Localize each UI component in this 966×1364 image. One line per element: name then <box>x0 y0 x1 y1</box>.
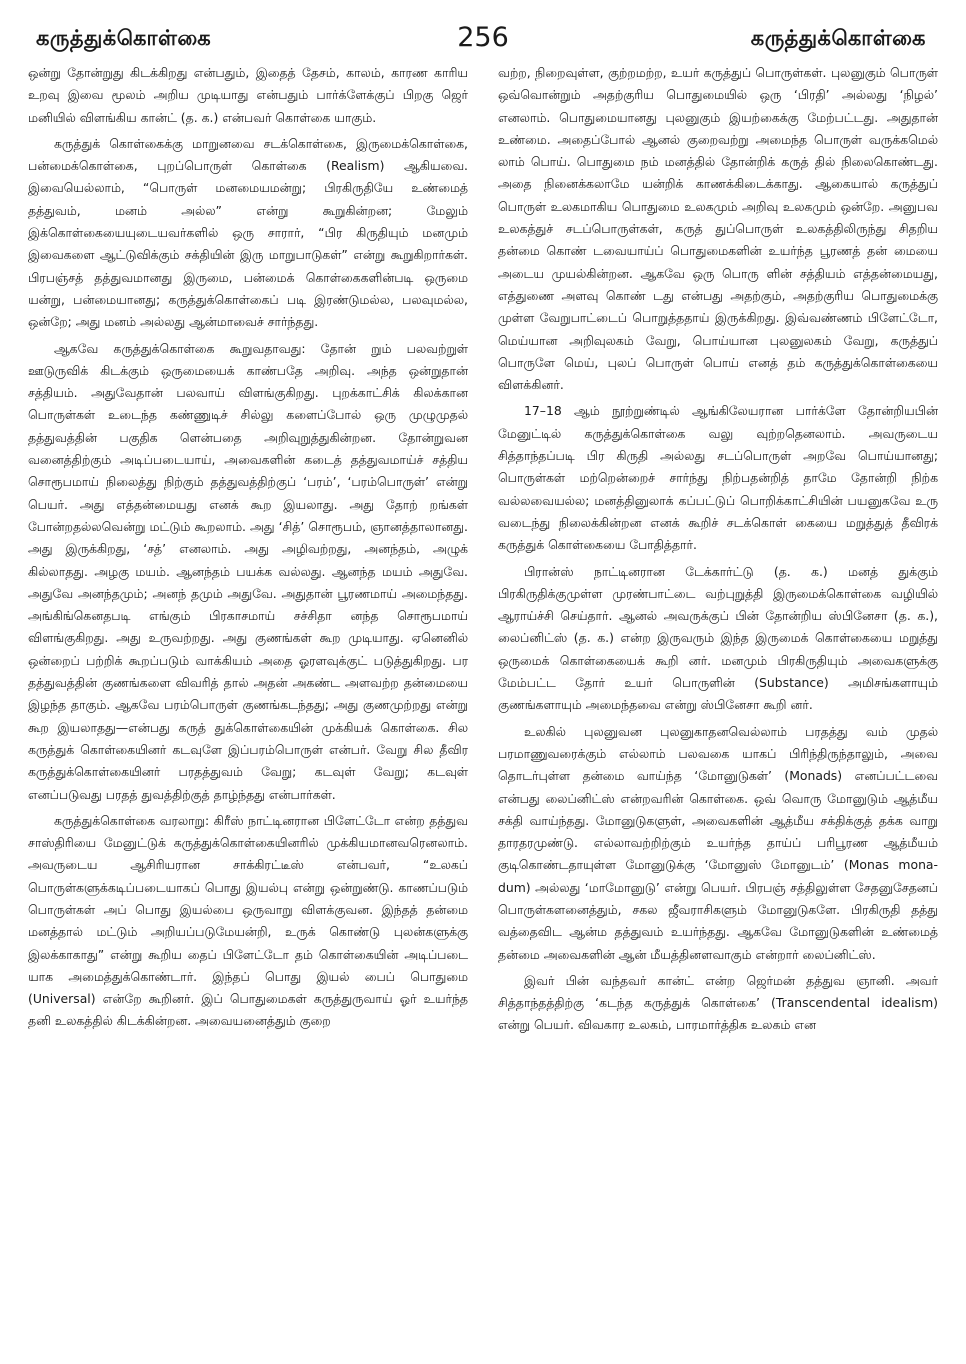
right-column <box>498 62 938 1352</box>
paragraph: ஆகவே கருத்துக்கொள்கை கூறுவதாவது: தோன் றும் பலவற்றுள் ஊடுருவிக் கிடக்கும் ஒருமையைக் காண்பதே அறிவு. அந்த ஒன்றுதான் சத்தியம். அதுவேதான் பலவாய் விளங்குகிறது. புறக்காட்சிக் கிலக்கான பொருள்கள் உடைந்த கண்ணுடிச் சில்லு களைப்போல் ஒரு முழுமுதல் தத்துவத்தின் பகுதிக ளென்பதை அறிவுறுத்துகின்றன. தோன்றுவன வனைத்திற்கும் அடிப்படையாய், அவைகளின் கடைத் தத்துவமாய்ச் சத்திய சொரூபமாய் நிலைத்து நிற்கும் தத்துவத்திற்குப் ‘பரம்’, ‘பரம்பொருள்’ என்று பெயர். அது எத்தன்மையது எனக் கூற இயலாது. அது தோற் றங்கள் போன்றதல்லவென்று மட்டும் கூறலாம். அது ‘சித்’ சொரூபம், ஞானத்தாலானது. அது இருக்கிறது, ‘சத்’ எனலாம். அது அழிவற்றது, அனந்தம், அழுக் கில்லாதது. அழகு மயம். ஆனந்தம் பயக்க வல்லது. ஆனந்த மயம் அதுவே. அதுவே அனந்தமும்; அனந் தமும் அதுவே. அதுதான் பூரணமாய் அமைந்தது. அங்கிங்கெனதபடி எங்கும் பிரகாசமாய் சச்சிதா னந்த சொரூபமாய் விளங்குகிறது. அது உருவற்றது. அது குணங்கள் கூற முடியாது. ஏனெனில் ஒன்றைப் பற்றிக் கூறப்படும் வாக்கியம் அதை ஓரளவுக்குட் படுத்துகிறது. பர தத்துவத்தின் குணங்களை விவரித் தால் அதன் அகண்ட அளவற்ற தன்மையை இழந்த தாகும். ஆகவே பரம்பொருள் குணங்கடந்தது; அது குணமுற்றது என்று கூற இயலாதது—என்பது கருத் துக்கொள்கையின் முக்கியக் கொள்கை. சில கருத்துக் கொள்கையினர் கடவுளே இப்பரம்பொருள் என்பர். வேறு சில தீவிர கருத்துக்கொள்கையினர் பரதத்துவம் வேறு; கடவுள் வேறு; கடவுள் எனப்படுவது பரதத் துவத்திற்குத் தாழ்ந்தது என்பார்கள். <box>28 340 468 802</box>
paragraph: பிரான்ஸ் நாட்டினரான டேக்கார்ட்டு (த. க.) மனத் துக்கும் பிரகிருதிக்குமுள்ள முரண்பாட்டை வற்புறுத்தி இருமைக்கொள்கை வழியில் ஆராய்ச்சி செய்தார். ஆனல் அவருக்குப் பின் தோன்றிய ஸ்பினேசா (த. க.), லைப்னிட்ஸ் (த. க.) என்ற இருவரும் இந்த இருமைக் கொள்கையை மறுத்து ஒருமைக் கொள்கையைக் கூறி னர். மனமும் பிரகிருதியும் அவைகளுக்கு மேம்பட்ட தோர் உயர் பொருளின் (Substance) அமிசங்களாயும் குணங்களாயும் அமைந்தவை என்று ஸ்பினேசா கூறி னர். <box>498 563 938 713</box>
running-head-left: கருத்துக்கொள்கை <box>36 26 212 50</box>
left-column <box>28 62 468 1352</box>
paragraph: உலகில் புலனுவன புலனுகாதனவெல்லாம் பரதத்து வம் முதல் பரமாணுவரைக்கும் எல்லாம் பலவகை யாகப் பிரிந்திருந்தாலும், அவை தொடர்புள்ள தன்மை வாய்ந்த ‘மோனுடுகள்’ (Monads) எனப்பட்டவை என்பது லைப்னிட்ஸ் என்றவரின் கொள்கை. ஒவ் வொரு மோனுடும் ஆத்மீய சக்தி வாய்ந்தது. மோனுடுகளுள், அவைகளின் ஆத்மீய சக்திக்குத் தக்க வாறு தாரதரமுண்டு. எல்லாவற்றிற்கும் உயர்ந்த தாய்ப் பரிபூரண ஆத்மீயம் குடிகொண்டதாயுள்ள மோனுடுக்கு ‘மோனுஸ் மோனுடம்’ (Monas mona- dum) அல்லது ‘மாமோனுடு’ என்று பெயர். பிரபஞ் சத்திலுள்ள சேதனுசேதனப் பொருள்களனைத்தும், சகல ஜீவராசிகளும் மோனுடுகளே. பிரகிருதி தத்து வத்தைவிட ஆன்ம தத்துவம் உயர்ந்தது. ஆகவே மோனுடுகளின் உண்மைத் தன்மை அவைகளின் ஆன் மீயத்தினளவாகும் என்றார் லைப்னிட்ஸ். <box>498 723 938 962</box>
running-head-right: கருத்துக்கொள்கை <box>750 26 926 50</box>
paragraph: இவர் பின் வந்தவர் கான்ட் என்ற ஜெர்மன் தத்துவ ஞானி. அவர் சித்தாந்தத்திற்கு ‘கடந்த கருத்துக் கொள்கை’ (Transcendental idealism) என்று பெயர். விவகார உலகம், பாரமார்த்திக உலகம் என <box>498 972 938 1033</box>
paragraph: வற்ற, நிறைவுள்ள, குற்றமற்ற, உயர் கருத்துப் பொருள்கள். புலனுகும் பொருள் ஒவ்வொன்றும் அதற்குரிய பொதுமையில் ஒரு ‘பிரதி’ அல்லது ‘நிழல்’ எனலாம். பொதுமையானது புலனுகும் இயற்கைக்கு மேற்பட்டது. அதுதான் உண்மை. அதைப்போல் ஆனல் குறைவற்று அமைந்த பொருள் வருக்கமெல் லாம் பொய். பொதுமை நம் மனத்தில் தோன்றிக் கருத் தில் நிலைகொண்டது. அதை நினைக்கலாமே யன்றிக் காணக்கிடைக்காது. ஆகையால் கருத்துப் பொருள் உலகமாகிய பொதுமை உலகமும் அறிவு உலகமும் ஒன்றே. அனுபவ உலகத்துச் சடப்பொருள்கள், கருத் துப்பொருள் உலகத்திலிருந்து சிதறிய தன்மை கொண் டவையாய்ப் பொதுமைகளின் உயர்ந்த பூரணத் தன் மையை அடைய முயல்கின்றன. ஆகவே ஒரு பொரு ளின் சத்தியம் எத்தன்மையது, எத்துணை அளவு கொண் டது என்பது அதற்கும், அதற்குரிய பொதுமைக்கு முள்ள வேறுபாட்டைப் பொறுத்ததாய் இருக்கிறது. இவ்வண்ணம் பிளேட்டோ, மெய்யான அறிவுலகம் வேறு, பொய்யான புலனுலகம் வேறு, கருத்துப் பொருளே மெய், புலப் பொருள் பொய் எனத் தம் கருத்துக்கொள்கையை விளக்கினர். <box>498 65 938 393</box>
paragraph: கருத்துக்கொள்கை வரலாறு: கிரீஸ் நாட்டினரான பிளேட்டோ என்ற தத்துவ சாஸ்திரியை மேனுட்டுக் கருத்துக்கொள்கையினரில் முக்கியமானவரெனலாம். அவருடைய ஆசிரியரான சாக்கிரட்டீஸ் என்பவர், “உலகப் பொருள்களுக்கடிப்படையாகப் பொது இயல்பு என்று ஒன்றுண்டு. காணப்படும் பொருள்கள் அப் பொது இயல்பை ஒருவாறு விளக்குவன. இந்தத் தன்மை மனத்தால் மட்டும் அறியப்படுமேயன்றி, உருக் கொண்டு புலன்களுக்கு இலக்காகாது” என்று கூறிய தைப் பிளேட்டோ தம் கொள்கையின் அடிப்படை யாக அமைத்துக்கொண்டார். இந்தப் பொது இயல் பைப் பொதுமை (Universal) என்றே கூறினர். இப் பொதுமைகள் கருத்துருவாய் ஓர் உயர்ந்த தனி உலகத்தில் கிடக்கின்றன. அவையனைத்தும் குறை <box>28 812 468 1029</box>
paragraph: ஒன்று தோன்றுது கிடக்கிறது என்பதும், இதைத் தேசம், காலம், காரண காரிய உறவு இவை மூலம் அறிய முடியாது என்பதும் பார்க்ளேக்குப் பிறகு ஜெர் மனியில் விளங்கிய கான்ட் (த. க.) என்பவர் கொள்கை யாகும். <box>28 65 468 125</box>
page-number: 256 <box>457 22 509 53</box>
paragraph: கருத்துக் கொள்கைக்கு மாறுனவை சடக்கொள்கை, இருமைக்கொள்கை, பன்மைக்கொள்கை, புறப்பொருள் கொள்கை (Realism) ஆகியவை. இவையெல்லாம், “பொருள் மனமையமன்று; பிரகிருதியே உண்மைத் தத்துவம், மனம் அல்ல” என்று கூறுகின்றன; மேலும் இக்கொள்கையையுடையவர்களில் ஒரு சாரார், “பிர கிருதியும் மனமும் இவைகளை ஆட்டுவிக்கும் சக்தியின் இரு மாறுபாடுகள்” என்று கூறுகிறார்கள். பிரபஞ்சத் தத்துவமானது இருமை, பன்மைக் கொள்கைகளின்படி ஒருமை யன்று, பன்மையானது; கருத்துக்கொள்கைப் படி இரண்டுமல்ல, பலவுமல்ல, ஒன்றே; அது மனம் அல்லது ஆன்மாவைச் சார்ந்தது. <box>28 135 468 330</box>
paragraph: 17–18 ஆம் நூற்றுண்டில் ஆங்கிலேயரான பார்க்ளே தோன்றியபின் மேனுட்டில் கருத்துக்கொள்கை வலு வுற்றதெனலாம். அவருடைய சித்தாந்தப்படி பிர கிருதி அல்லது சடப்பொருள் அறவே பொய்யானது; பொருள்கள் மற்றென்றைச் சார்ந்து நிற்பதன்றித் தாமே தோன்றி நிற்க வல்லவையல்ல; மனத்தினுலாக் கப்பட்டுப் பொறிக்காட்சியின் பயனுகவே உரு வடைந்து நிலைக்கின்றன எனக் கூறிச் சடக்கொள் கையை மறுத்துத் தீவிரக் கருத்துக் கொள்கையை போதித்தார். <box>498 403 938 553</box>
